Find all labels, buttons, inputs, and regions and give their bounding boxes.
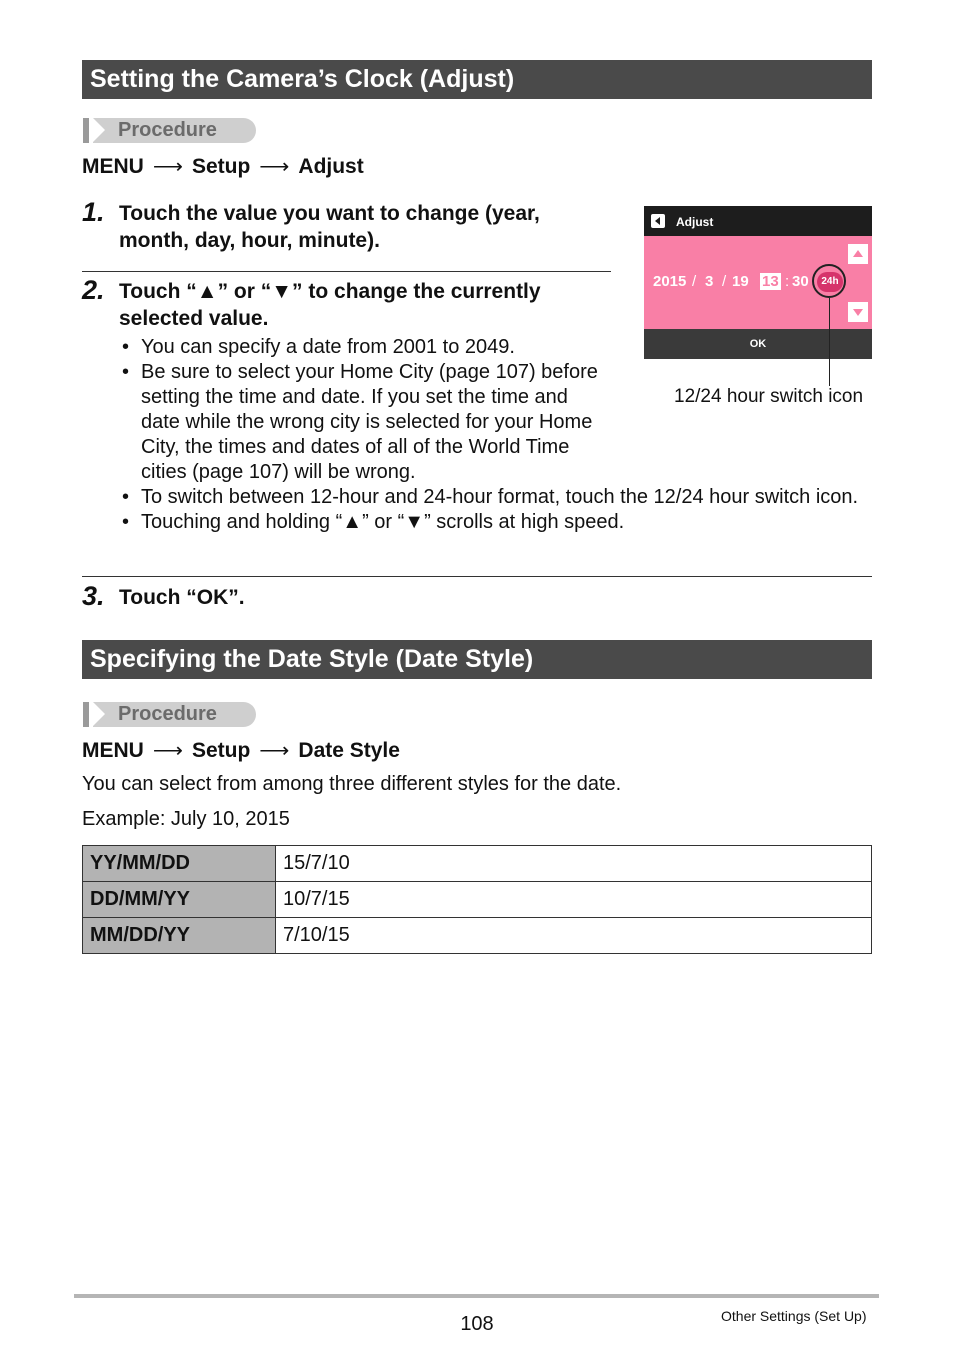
month-value[interactable]: 3 bbox=[705, 273, 714, 290]
list-item: • Touching and holding “▲” or “▼” scrolls at high speed. bbox=[119, 510, 864, 535]
step-number: 2. bbox=[82, 275, 105, 305]
menu-path-date-style bbox=[82, 738, 400, 763]
year-value[interactable]: 2015 bbox=[653, 273, 687, 290]
triangle-down-icon: ▼ bbox=[271, 280, 293, 303]
date-style-key: YY/MM/DD bbox=[83, 846, 276, 882]
date-style-table bbox=[82, 845, 872, 954]
arrow-right-icon: ⟶ bbox=[152, 739, 183, 762]
page-number: 108 bbox=[460, 1313, 494, 1335]
list-item: • Be sure to select your Home City (page 107) before setting the time and date. If you set the time and date while the wrong city is selected for your Home City, the times and dates of all of the World Time cities (page 107) will be wrong. bbox=[119, 360, 604, 485]
procedure-label: Procedure bbox=[118, 119, 217, 141]
step-text: Touch the value you want to change (year, month, day, hour, minute). bbox=[119, 202, 540, 252]
triangle-down-icon: ▼ bbox=[404, 511, 425, 533]
section-title-date-style: Specifying the Date Style (Date Style) bbox=[82, 640, 872, 679]
step-number: 1. bbox=[82, 197, 105, 227]
divider bbox=[82, 576, 872, 577]
date-style-value: 10/7/15 bbox=[276, 882, 872, 918]
footer-rule bbox=[74, 1294, 879, 1298]
list-item: • To switch between 12-hour and 24-hour format, touch the 12/24 hour switch icon. bbox=[119, 485, 864, 510]
date-style-value: 7/10/15 bbox=[276, 918, 872, 954]
arrow-right-icon: ⟶ bbox=[259, 739, 290, 762]
screen-title: Adjust bbox=[676, 215, 714, 229]
procedure-badge bbox=[83, 118, 256, 143]
hour-value[interactable]: 13 bbox=[762, 273, 779, 290]
date-style-key: MM/DD/YY bbox=[83, 918, 276, 954]
bullet-list bbox=[119, 335, 604, 485]
triangle-up-icon[interactable] bbox=[848, 244, 868, 264]
menu-path-item: Date Style bbox=[298, 739, 400, 762]
table-row bbox=[83, 882, 872, 918]
procedure-badge bbox=[83, 702, 256, 727]
callout-circle bbox=[812, 264, 846, 298]
back-arrow-icon bbox=[651, 214, 665, 228]
divider bbox=[82, 271, 611, 272]
intro-text: You can select from among three different styles for the date. bbox=[82, 773, 622, 795]
date-style-key: DD/MM/YY bbox=[83, 882, 276, 918]
menu-path-adjust bbox=[82, 154, 364, 179]
step-number: 3. bbox=[82, 581, 105, 611]
ok-button[interactable]: OK bbox=[644, 329, 872, 359]
day-value[interactable]: 19 bbox=[732, 273, 749, 290]
table-row bbox=[83, 846, 872, 882]
arrow-right-icon: ⟶ bbox=[259, 155, 290, 178]
menu-path-item: MENU bbox=[82, 739, 144, 762]
example-text: Example: July 10, 2015 bbox=[82, 808, 290, 830]
menu-path-item: Adjust bbox=[298, 155, 364, 178]
arrow-right-icon: ⟶ bbox=[152, 155, 183, 178]
camera-adjust-screen: Adjust 2015 / 3 / 19 13 : 30 24h OK bbox=[644, 206, 872, 359]
triangle-up-icon: ▲ bbox=[196, 280, 218, 303]
callout-line bbox=[829, 298, 830, 386]
step-text: Touch “▲” or “▼” to change the currently selected value. bbox=[119, 280, 541, 330]
menu-path-item: Setup bbox=[191, 739, 251, 762]
triangle-down-icon[interactable] bbox=[848, 302, 868, 322]
footer-section: Other Settings (Set Up) bbox=[721, 1308, 867, 1324]
list-item: • You can specify a date from 2001 to 2049. bbox=[119, 335, 604, 360]
step-text: Touch “OK”. bbox=[119, 586, 245, 609]
procedure-label: Procedure bbox=[118, 703, 217, 725]
section-title-adjust: Setting the Camera’s Clock (Adjust) bbox=[82, 60, 872, 99]
table-row bbox=[83, 918, 872, 954]
bullet-list bbox=[119, 485, 864, 535]
menu-path-item: MENU bbox=[82, 155, 144, 178]
menu-path-item: Setup bbox=[191, 155, 251, 178]
triangle-up-icon: ▲ bbox=[342, 511, 363, 533]
date-style-value: 15/7/10 bbox=[276, 846, 872, 882]
screen-header bbox=[644, 206, 872, 236]
hour-format-toggle[interactable]: 24h bbox=[817, 272, 843, 292]
callout-label: 12/24 hour switch icon bbox=[674, 386, 864, 407]
minute-value[interactable]: 30 bbox=[792, 273, 809, 290]
